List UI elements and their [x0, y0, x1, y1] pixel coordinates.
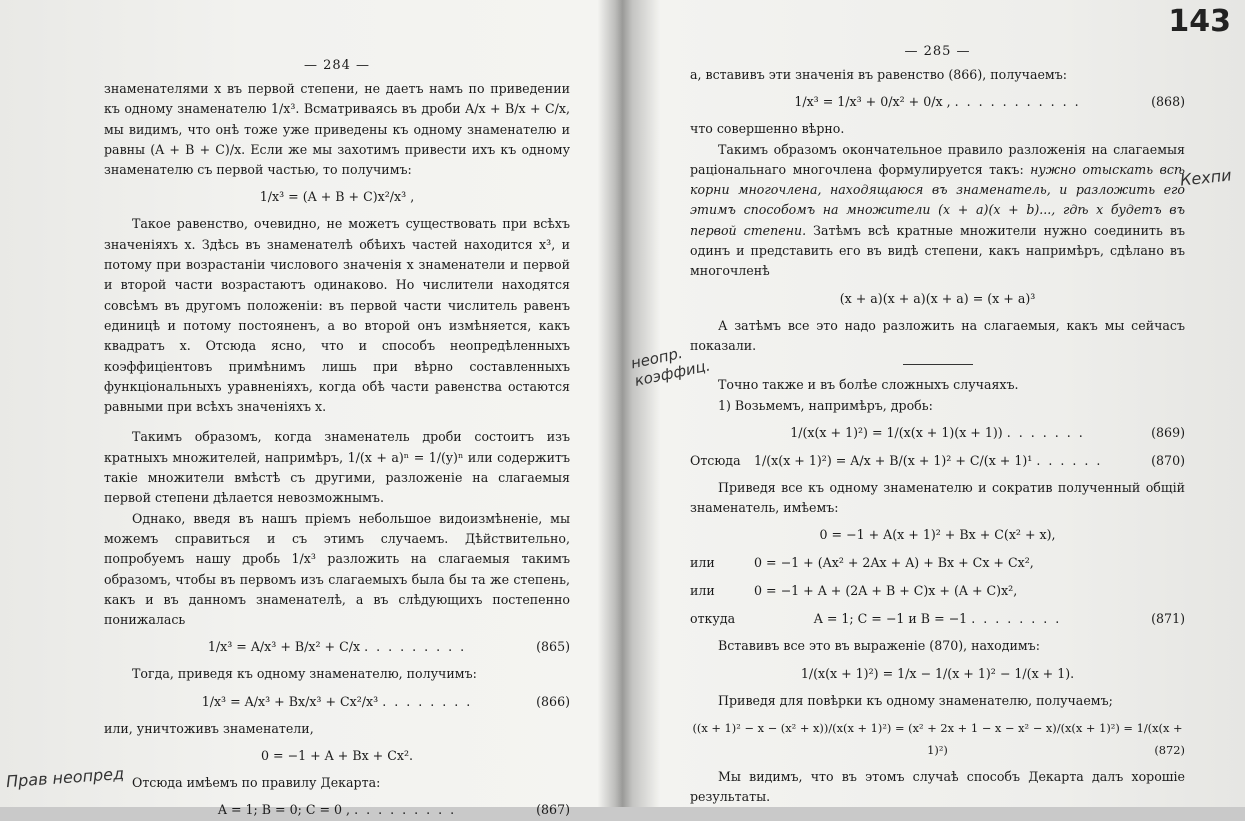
equation-865: 1/x³ = A/x³ + B/x² + C/x . . . . . . . . . (865): [104, 636, 570, 658]
right-equation-f: 1/(x(x + 1)²) = 1/x − 1/(x + 1)² − 1/(x + 1).: [800, 665, 1075, 681]
right-paragraph-6: 1) Возьмемъ, напримѣръ, дробь:: [718, 397, 933, 413]
equation-872: [690, 717, 1185, 761]
ili-label-2: или: [690, 583, 715, 599]
right-paragraph-3: [690, 140, 1185, 282]
corner-page-number: 143: [1168, 4, 1231, 39]
equation-871: откуда A = 1; C = −1 и B = −1 . . . . . . . . (871): [690, 608, 1185, 630]
right-paragraph-3a: Такимъ образомъ окончательное правило разложенія на слагаемыя раціональнаго многочлена формулируется такъ:: [690, 141, 1185, 177]
equation-868-number: (868): [1151, 94, 1185, 110]
equation-866-body: 1/x³ = A/x³ + Bx/x³ + Cx²/x³: [201, 693, 379, 709]
equation-869: 1/(x(x + 1)²) = 1/(x(x + 1)(x + 1)) . . . . . . . (869): [690, 422, 1185, 444]
equation-870-number: (870): [1151, 452, 1185, 468]
equation-867: A = 1; B = 0; C = 0 , . . . . . . . . . (867): [104, 799, 570, 821]
margin-note-right-middle: неопр. коэффиц.: [629, 343, 712, 390]
equation-866-number: (866): [536, 693, 570, 709]
right-page-number: — 285 —: [904, 44, 971, 59]
equation-868: 1/x³ = 1/x³ + 0/x² + 0/x , . . . . . . . . . . . (868): [690, 91, 1185, 113]
left-paragraph-7: Отсюда имѣемъ по правилу Декарта:: [132, 775, 381, 791]
right-paragraph-3b-italic-rule: нужно отыскать всѣ корни многочлена, находящаюся въ знаменатель, и разложить его этимъ способомъ на множители (x + a)(x + b)..., гдѣ x будетъ въ первой степени.: [690, 161, 1185, 238]
left-equation-b: 0 = −1 + A + Bx + Cx².: [260, 748, 414, 764]
right-paragraph-9: Вставивъ все это въ выраженіе (870), находимъ:: [718, 638, 1040, 654]
left-paragraph-2: Такое равенство, очевидно, не можетъ существовать при всѣхъ значеніяхъ x. Здѣсь въ знаменателѣ обѣихъ частей находится x³, и потому при возрастаніи числового значенія x знаменатели и первой и второй части возрастаютъ одинаково. Но числители находятся совсѣмъ въ другомъ положеніи: въ первой части числитель равенъ единицѣ и потому постояненъ, а во второй онъ измѣняется, какъ квадратъ x. Отсюда ясно, что и способъ неопредѣленныхъ коэффиціентовъ примѣнимъ лишь при вѣрно составленныхъ функціональныхъ уравненіяхъ, когда обѣ части равенства остаются равными при всѣхъ значеніяхъ x.: [104, 216, 570, 415]
equation-865-body: 1/x³ = A/x³ + B/x² + C/x: [207, 639, 361, 655]
right-equation-e: 0 = −1 + A + (2A + B + C)x + (A + C)x²,: [754, 583, 1018, 599]
equation-872-body: ((x + 1)² − x − (x² + x))/(x(x + 1)²) = (x² + 2x + 1 − x − x² − x)/(x(x + 1)²) = 1/(x(x + 1)²): [692, 721, 1183, 758]
right-equation-e-row: [690, 580, 1185, 602]
left-paragraph-1: знаменателями x въ первой степени, не даетъ намъ по приведении къ одному знаменателю 1/x³. Всматриваясь въ дроби A/x + B/x + C/x, мы видимъ, что онѣ тоже уже приведены къ одному знаменателю и равны (A + B + C)/x. Если же мы захотимъ привести ихъ къ одному знаменателю съ первой частью, то получимъ:: [104, 81, 570, 178]
right-paragraph-2: что совершенно вѣрно.: [690, 121, 845, 137]
left-paragraph-4: Однако, введя въ нашъ пріемъ небольшое видоизмѣненіе, мы можемъ справиться и съ этимъ случаемъ. Дѣйствительно, попробуемъ нашу дробь 1/x³ разложить на слагаемыя такимъ образомъ, чтобы въ первомъ изъ слагаемыхъ была бы та же степень, какъ и въ данномъ знаменателѣ, а въ слѣдующихъ постепенно понижалась: [104, 510, 570, 628]
right-paragraph-1: а, вставивъ эти значенія въ равенство (866), получаемъ:: [690, 67, 1067, 82]
section-divider: [903, 364, 973, 365]
equation-polynomial: (x + a)(x + a)(x + a) = (x + a)³: [839, 290, 1036, 306]
equation-869-number: (869): [1151, 424, 1185, 440]
right-equation-d: 0 = −1 + (Ax² + 2Ax + A) + Bx + Cx + Cx²,: [754, 555, 1034, 571]
left-page-number: — 284 —: [303, 58, 371, 73]
right-paragraph-5: Точно также и въ болѣе сложныхъ случаяхъ.: [718, 377, 1019, 393]
equation-870: Отсюда 1/(x(x + 1)²) = A/x + B/(x + 1)² + C/(x + 1)¹ . . . . . . (870): [690, 450, 1185, 472]
left-paragraph-5: Тогда, приведя къ одному знаменателю, получимъ:: [132, 666, 477, 682]
equation-871-number: (871): [1151, 611, 1185, 627]
right-paragraph-10: Приведя для повѣрки къ одному знаменателю, получаемъ;: [718, 692, 1113, 708]
otkuda-label: откуда: [690, 611, 736, 627]
right-paragraph-8: Приведя все къ одному знаменателю и сократив полученный общій знаменатель, имѣемъ:: [690, 479, 1185, 516]
equation-872-number: (872): [1154, 743, 1185, 758]
otsyuda-label: Отсюда: [690, 452, 741, 468]
right-paragraph-4: А затѣмъ все это надо разложить на слагаемыя, какъ мы сейчасъ показали.: [690, 317, 1185, 353]
left-paragraph-3: Такимъ образомъ, когда знаменатель дроби состоитъ изъ кратныхъ множителей, напримѣръ, 1/(x + a)ⁿ = 1/(y)ⁿ или содержитъ такіе множители вмѣстѣ съ другими, разложеніе на слагаемыя первой степени дѣлается невозможнымъ.: [104, 429, 570, 506]
equation-868-body: 1/x³ = 1/x³ + 0/x² + 0/x ,: [794, 94, 951, 110]
ili-label-1: или: [690, 555, 715, 571]
right-paragraph-11: Мы видимъ, что въ этомъ случаѣ способъ Декарта далъ хорошіе результаты.: [690, 769, 1185, 805]
margin-note-left-bottom: Прав неопред: [5, 763, 125, 792]
left-paragraph-6: или, уничтоживъ знаменатели,: [104, 720, 314, 736]
right-page: [628, 0, 1245, 807]
equation-871-body: A = 1; C = −1 и B = −1: [813, 611, 968, 627]
right-paragraph-3c: Затѣмъ всѣ кратные множители нужно соединить въ одинъ и представить его въ видѣ степени, какъ напримѣръ, сдѣлано въ многочленѣ: [690, 222, 1185, 279]
equation-866: 1/x³ = A/x³ + Bx/x³ + Cx²/x³ . . . . . . . . (866): [104, 691, 570, 713]
equation-867-number: (867): [536, 802, 570, 818]
left-page: [0, 0, 610, 818]
equation-869-body: 1/(x(x + 1)²) = 1/(x(x + 1)(x + 1)): [790, 424, 1003, 440]
equation-870-body: 1/(x(x + 1)²) = A/x + B/(x + 1)² + C/(x + 1)¹: [754, 452, 1033, 468]
equation-865-number: (865): [536, 639, 570, 655]
right-equation-d-row: [690, 552, 1185, 574]
left-equation-a: 1/x³ = (A + B + C)x²/x³ ,: [259, 189, 415, 205]
right-equation-c: 0 = −1 + A(x + 1)² + Bx + C(x² + x),: [819, 527, 1056, 543]
equation-867-body: A = 1; B = 0; C = 0 ,: [217, 802, 351, 818]
margin-note-right-top: Кехпи: [1179, 165, 1233, 190]
